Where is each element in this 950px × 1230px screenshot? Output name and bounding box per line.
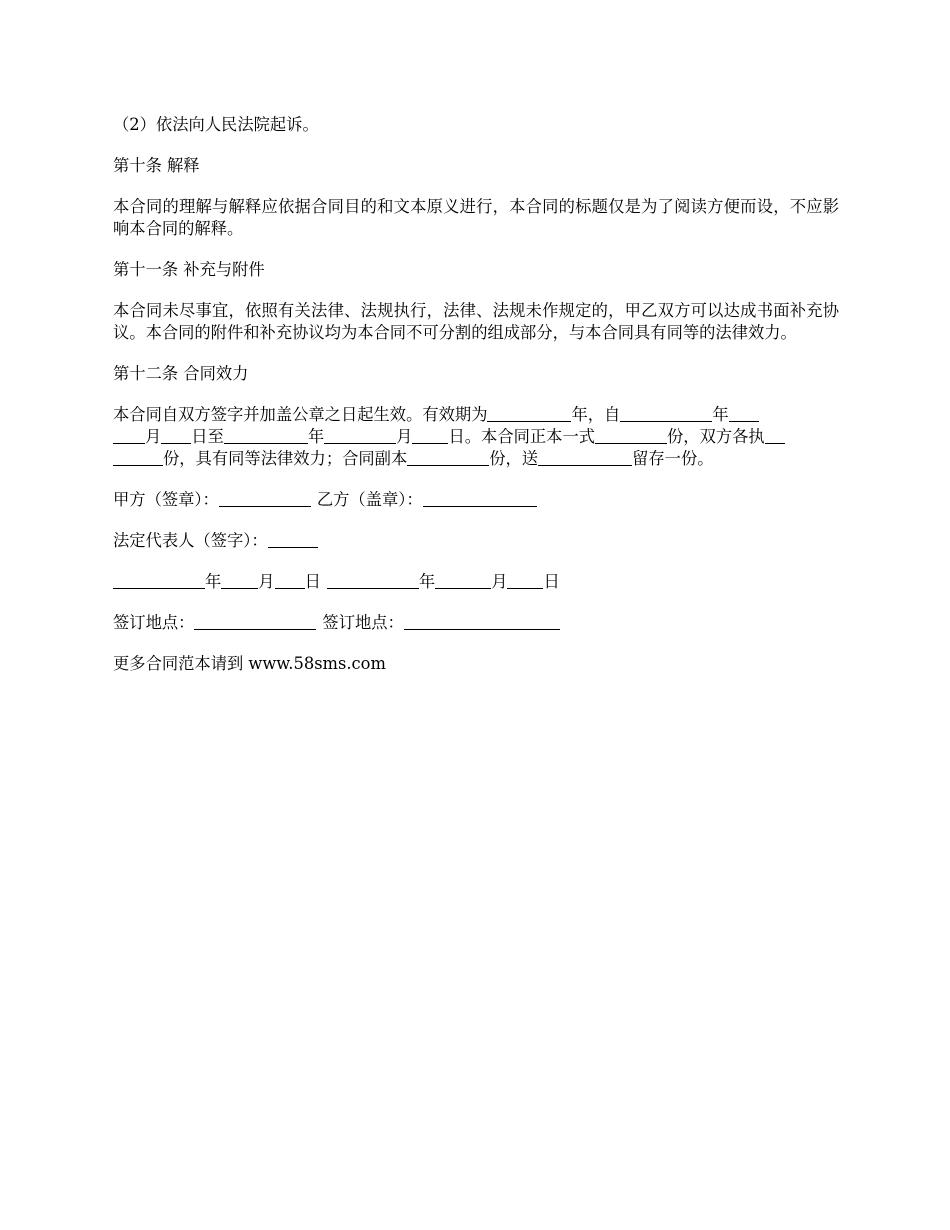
party-b-day-blank[interactable]: [507, 572, 543, 589]
party-b-seal-blank[interactable]: [423, 490, 537, 507]
party-b-year-blank[interactable]: [327, 572, 419, 589]
start-year-blank[interactable]: [620, 405, 712, 422]
end-year-blank[interactable]: [224, 427, 308, 444]
article-12-body: 本合同自双方签字并加盖公章之日起生效。有效期为 年，自 年 月 日至 年 月 日。本合同正本一式 份，双方各执 份，具有同等法律效力；合同副本 份，送 留存一份。: [113, 404, 839, 470]
party-a-month-blank[interactable]: [221, 572, 258, 589]
article-11-title: 第十一条 补充与附件: [113, 260, 265, 279]
start-month-blank-b[interactable]: [113, 427, 145, 444]
each-party-copies-blank-b[interactable]: [113, 449, 163, 466]
validity-years-blank[interactable]: [487, 405, 571, 422]
duplicate-copies-blank[interactable]: [407, 449, 489, 466]
end-month-blank[interactable]: [324, 427, 396, 444]
party-b-month-blank[interactable]: [435, 572, 491, 589]
signing-place-a-blank[interactable]: [194, 613, 316, 630]
article-11-body: 本合同未尽事宜，依照有关法律、法规执行，法律、法规未作规定的，甲乙双方可以达成书面补充协议。本合同的附件和补充协议均为本合同不可分割的组成部分，与本合同具有同等的法律效力。: [113, 301, 839, 342]
article-10-body: 本合同的理解与解释应依据合同目的和文本原义进行，本合同的标题仅是为了阅读方便而设，不应影响本合同的解释。: [113, 197, 839, 238]
original-copies-blank[interactable]: [595, 427, 667, 444]
party-a-signature-blank[interactable]: [219, 490, 311, 507]
start-month-blank-a[interactable]: [729, 405, 759, 422]
legal-rep-signature-blank[interactable]: [268, 531, 318, 548]
legal-rep-line: 法定代表人（签字）：: [113, 530, 839, 552]
end-day-blank[interactable]: [412, 427, 448, 444]
signing-place-line: 签订地点： 签订地点：: [113, 612, 839, 634]
document-page: [113, 114, 839, 694]
start-day-blank[interactable]: [161, 427, 191, 444]
signing-place-b-blank[interactable]: [404, 613, 560, 630]
each-party-copies-blank-a[interactable]: [765, 427, 785, 444]
footer-link-text: 更多合同范本请到 www.58sms.com: [113, 654, 386, 673]
party-signature-line: 甲方（签章）： 乙方（盖章）：: [113, 489, 839, 511]
party-a-year-blank[interactable]: [113, 572, 205, 589]
date-line: 年 月 日 年 月 日: [113, 571, 839, 593]
filing-party-blank[interactable]: [538, 449, 632, 466]
item-2-text: （2）依法向人民法院起诉。: [113, 115, 319, 134]
article-12-title: 第十二条 合同效力: [113, 364, 249, 383]
article-10-title: 第十条 解释: [113, 156, 200, 175]
party-a-day-blank[interactable]: [275, 572, 305, 589]
